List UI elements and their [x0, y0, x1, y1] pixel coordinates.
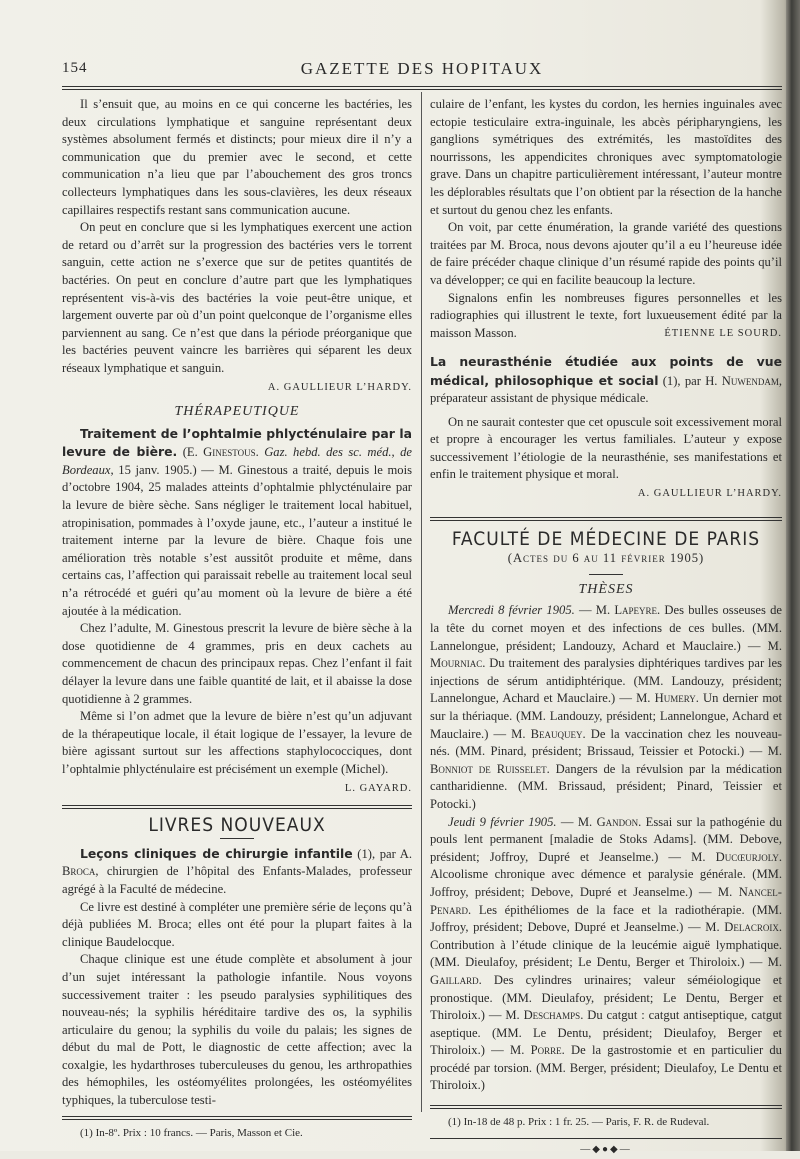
- signature: A. GAULLIEUR L’HARDY.: [267, 381, 412, 393]
- text-run: , chirurgien de l’hôpital des Enfants-Malades, professeur agrégé à la Faculté de médecine.: [62, 864, 412, 896]
- footnote-rule: [430, 1105, 782, 1109]
- text-run: . Des cylindres urinaires; valeur séméiologique et pronostique. (MM. Dieulafoy, président; Le Dentu, Berger et Thiroloix.) — M.: [430, 972, 782, 1023]
- date: Jeudi 9 février 1905.: [448, 814, 557, 829]
- article-title: Traitement de l’ophtalmie phlycténulaire par la levure de bière.: [62, 425, 412, 460]
- article-paragraph: [62, 425, 412, 621]
- theses-heading: THÈSES: [578, 581, 634, 597]
- date: Mercredi 8 février 1905.: [448, 603, 575, 618]
- article-paragraph: [430, 353, 782, 408]
- text-run: . Alcoolisme chronique avec démence et paralysie générale. (MM. Joffroy, président; Debove, Dupré et Jeanselme.) — M.: [430, 849, 782, 899]
- candidate-name: Ducœurjoly: [715, 849, 779, 864]
- text-run: . Un dernier mot sur la thériaque. (MM. Landouzy, président; Lannelongue, Achard et Mauclaire.) — M.: [430, 691, 782, 741]
- article-title: Leçons cliniques de chirurgie infantile: [80, 845, 353, 861]
- page-number: 154: [62, 60, 88, 76]
- candidate-name: Mourniac: [430, 656, 483, 671]
- candidate-name: Nancel-Penard: [430, 884, 782, 917]
- paragraph: Ce livre est destiné à compléter une première série de leçons qu’à déjà publiées M. Broca; elles ont été pour la plupart faites à la clinique Baudelocque.: [62, 899, 412, 949]
- ornament-icon: —◆●◆—: [580, 1144, 632, 1156]
- signature: A. GAULLIEUR L’HARDY.: [637, 488, 782, 500]
- text-run: — M.: [556, 814, 597, 829]
- paragraph: culaire de l’enfant, les kystes du cordon, les hernies inguinales avec ectopie testiculaire extra-inguinale, les abcès péripharyngiens, les ganglions symétriques des extrémités, les mastoïdites des nourrissons, les appendicites chroniques avec symptomatologie grave. Dans un chapitre particulièrement intéressant, l’auteur montre les déplorables résultats que l’on obtient par la résection de la hanche et surtout du genou chez les enfants.: [430, 97, 782, 217]
- paragraph: Chaque clinique est une étude complète et absolument à jour d’un sujet intéressant la pathologie infantile. Nous voyons successivement traiter : les pseudo paralysies syphilitiques des nouveau-nés; la syphilis héréditaire tardive des os, la syphilis articulaire du genou; la syphilis du voile du palais; les signes de début du mal de Pott, le diagnostic de cette affection; avec la coxalgie, les hydarthroses tuberculeuses du genou, les arthropathies des hémophiles, les ostéomyélites prolongées, les ostéomyélites typhiques, la tuberculose testi-: [62, 952, 412, 1108]
- text-run: , préparateur assistant de physique médicale.: [430, 373, 782, 406]
- candidate-name: Bonniot de Ruisselet: [430, 761, 547, 776]
- end-rule: [430, 1138, 782, 1139]
- signature: ÉTIENNE LE SOURD.: [664, 328, 782, 340]
- author-name: Broca: [62, 864, 96, 879]
- header-rule: [62, 86, 782, 87]
- page-edge-shadow: [786, 0, 800, 1151]
- author-name: Ginestous: [203, 445, 256, 460]
- short-rule: [220, 838, 254, 839]
- running-header: [62, 58, 782, 82]
- text-run: 15 janv. 1905.) — M. Ginestous a traité, depuis le mois d’octobre 1904, 25 malades atteints d’ophtalmie phlycténulaire par la levure de bière sèche. Sans négliger le traitement local habituel, atropinisation, pommades à l’oxyde jaune, etc., l’auteur a institué le traitement interne par la levure de bière. Chaque fois une amélioration très notable s’est aussitôt produite et même, dans certains cas, l’affection qui paraissait rebelle au traitement local seul n’a rétrocédé et guéri qu’au moment où la levure de bière a été ajoutée à la médication.: [62, 462, 412, 618]
- journal-title: GAZETTE DES HOPITAUX: [300, 59, 544, 78]
- paragraph: On peut en conclure que si les lymphatiques exercent une action de retard ou d’arrêt sur la progression des bactéries vers le torrent sanguin, cette action ne s’exerce que sur de petites quantités de bactéries. On peut en conclure d’autre part que les lymphatiques représentent vis-à-vis des bactéries la voie peut-être unique, et largement ouverte par où d’un point quelconque de l’organisme elles parviennent au sang. Ce n’est que dans la période préorganique que les bactéries peuvent vaincre les barrières qui séparent les deux réseaux lymphatique et sanguin.: [62, 220, 412, 375]
- journal-reference: Gaz. hebd. des sc. méd., de Bordeaux,: [62, 445, 412, 477]
- candidate-name: Beauquey: [530, 726, 583, 741]
- short-rule: [589, 574, 623, 575]
- paragraph: Même si l’on admet que la levure de bière n’est qu’un adjuvant de la thérapeutique locale, il était logique de l’essayer, la levure de bière agissant surtout sur les affections staphylococciques, dont l’ophtalmie phlycténulaire est précisément un exemple (Michel).: [62, 709, 412, 776]
- candidate-name: Humery: [654, 691, 696, 706]
- footnote: (1) In-18 de 48 p. Prix : 1 fr. 25. — Paris, F. R. de Rudeval.: [448, 1116, 710, 1129]
- section-rule: [430, 517, 782, 521]
- text-run: . Essai sur la pathogénie du pouls lent permanent [maladie de Stoks Adams]. (MM. Debove, président; Joffroy, Dupré et Jeanselme.) — M.: [430, 814, 782, 864]
- text-run: . Du catgut : catgut antiseptique, catgut aseptique. (MM. Le Dentu, président; Dieulafoy, Berger et Thiroloix.) — M.: [430, 1008, 782, 1058]
- section-heading-faculte: FACULTÉ DE MÉDECINE DE PARIS: [451, 527, 761, 550]
- text-run: . Dangers de la révulsion par la médication cantharidienne. (MM. Brissaud, président; Pinard, Teissier et Potocki.): [430, 761, 782, 811]
- signature: L. GAYARD.: [344, 782, 412, 794]
- column-divider: [421, 92, 422, 1112]
- candidate-name: Porre: [530, 1043, 562, 1058]
- text-run: — M.: [574, 603, 615, 618]
- footnote: (1) In-8º. Prix : 10 francs. — Paris, Masson et Cie.: [80, 1126, 303, 1139]
- paragraph: Il s’ensuit que, au moins en ce qui concerne les bactéries, les deux circulations lymphatique et sanguine représentant deux systèmes absolument fermés et distincts; pour mieux dire il n’y a communication que du premier avec le second, et cette communication n’a lieu que par l’abouchement des gros troncs collecteurs lymphatiques dans les sous-clavières, les deux réseaux capillaires respectifs restant sans communication aucune.: [62, 97, 412, 217]
- text-run: (1), par H.: [658, 373, 722, 388]
- candidate-name: Delacroix: [724, 920, 779, 935]
- section-heading-therapeutique: THÉRAPEUTIQUE: [174, 404, 300, 420]
- text-run: . Les épithéliomes de la face et la radiothérapie. (MM. Joffroy, président; Debove, Dupré et Jeanselme.) — M.: [430, 902, 782, 935]
- article-paragraph: [62, 845, 412, 899]
- text-run: . Des bulles osseuses de la tête du cornet moyen et des infections de ces bulles. (MM. Lannelongue, président; Landouzy, Achard et Mauclaire.) — M.: [430, 603, 782, 653]
- author-name: Nuwendam: [721, 373, 779, 388]
- right-column: [430, 96, 782, 1159]
- paragraph: Chez l’adulte, M. Ginestous prescrit la levure de bière sèche à la dose quotidienne de 4 grammes, pris en deux cachets au commencement de chacun des principaux repas. Chez l’enfant il fait délayer la levure dans une faible quantité de lait, et il abaisse la dose quotidienne à 2 grammes.: [62, 621, 412, 706]
- theses-list-day-1: [430, 602, 782, 813]
- text-run: (E.: [177, 445, 204, 460]
- text-run: (1), par A.: [352, 846, 412, 861]
- candidate-name: Gaillard: [430, 972, 479, 987]
- section-heading-livres: LIVRES NOUVEAUX: [148, 814, 326, 837]
- candidate-name: Deschamps: [523, 1008, 581, 1023]
- theses-list-day-2: [430, 814, 782, 1096]
- paragraph: Signalons enfin les nombreuses figures personnelles et les radiographies qui illustrent le texte, fort luxueusement édité par la maisson Masson.: [430, 290, 782, 340]
- text-run: . Du traitement des paralysies diphtériques tardives par les injections de sérum antidiphtérique. (MM. Landouzy, président; Lannelongue, Achard et Mauclaire.) — M.: [430, 656, 782, 706]
- candidate-name: Gandon: [596, 814, 639, 829]
- candidate-name: Lapeyre: [614, 603, 658, 618]
- header-rule-2: [62, 89, 782, 90]
- footnote-rule: [62, 1116, 412, 1120]
- section-subheading: (Actes du 6 au 11 février 1905): [507, 551, 705, 566]
- left-column: [62, 96, 412, 1141]
- text-run: . De la gastrostomie et en particulier du procédé par torsion. (MM. Berger, président; Dieulafoy, Le Dentu et Thiroloix.): [430, 1043, 782, 1093]
- text-run: .: [255, 445, 265, 460]
- paragraph: On ne saurait contester que cet opuscule soit excessivement moral et propre à encourager les vertus familiales. L’auteur y expose successivement l’étiologie de la neurasthénie, ses manifestations et enfin le traitement physique et moral.: [430, 414, 782, 482]
- text-run: . Contribution à l’étude clinique de la leucémie aiguë lymphatique. (MM. Dieulafoy, président; Le Dentu, Berger et Thiroloix.) — M.: [430, 920, 782, 970]
- text-run: . De la vaccination chez les nouveau-nés. (MM. Pinard, président; Brissaud, Teissier et Potocki.) — M.: [430, 726, 782, 759]
- paragraph: On voit, par cette énumération, la grande variété des questions traitées par M. Broca, nous devons ajouter qu’il a eu l’heureuse idée de faire précéder chaque clinique d’un résumé rapide des points qu’il va développer; ce qui en facilite beaucoup la lecture.: [430, 220, 782, 287]
- article-title: La neurasthénie étudiée aux points de vue médical, philosophique et social: [430, 353, 782, 388]
- section-rule: [62, 805, 412, 809]
